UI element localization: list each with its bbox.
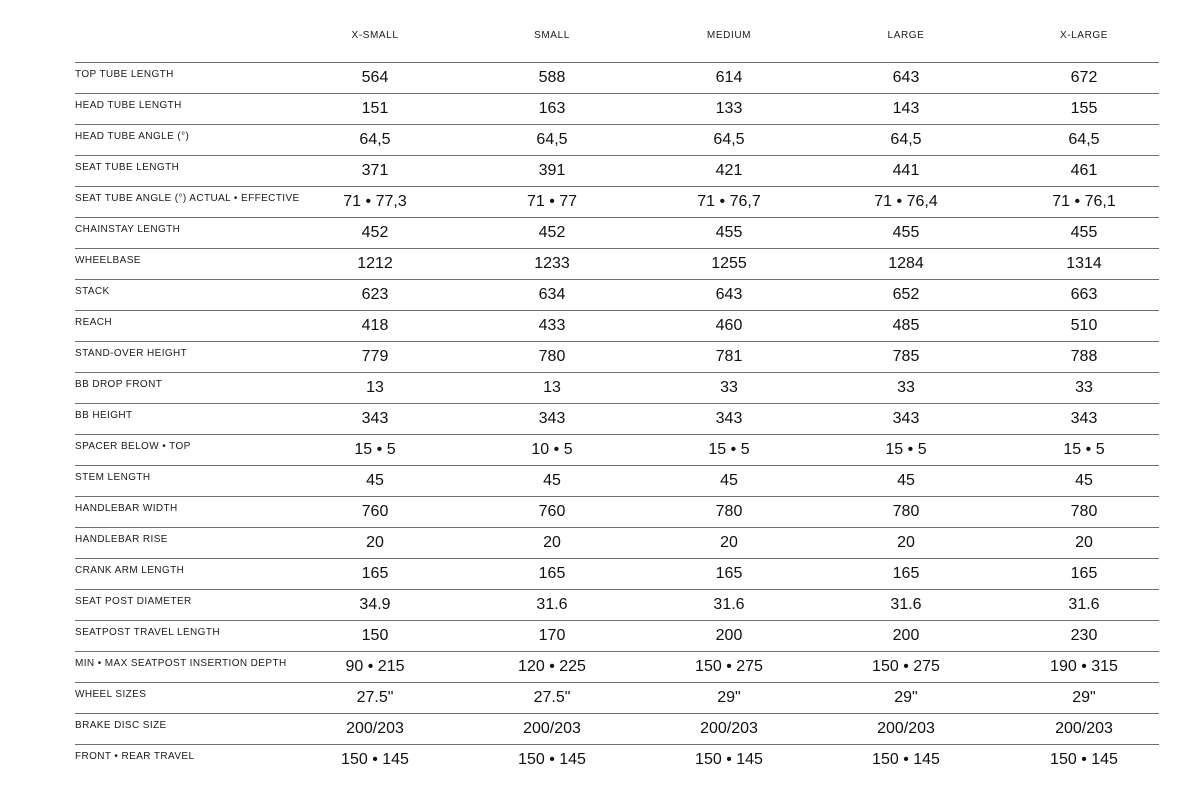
- row-label: CHAINSTAY LENGTH: [75, 224, 181, 235]
- cell-x-large: 71 • 76,1: [1052, 193, 1116, 210]
- table-row: [75, 466, 1159, 497]
- cell-medium: 33: [720, 379, 738, 396]
- cell-medium: 200/203: [700, 720, 758, 737]
- cell-x-large: 150 • 145: [1050, 751, 1118, 768]
- row-label: CRANK ARM LENGTH: [75, 565, 185, 576]
- cell-large: 1284: [888, 255, 924, 272]
- cell-x-large: 31.6: [1068, 596, 1100, 613]
- cell-medium: 780: [715, 503, 743, 520]
- cell-large: 343: [892, 410, 920, 427]
- cell-medium: 1255: [711, 255, 747, 272]
- cell-x-large: 45: [1075, 472, 1093, 489]
- cell-x-small: 165: [361, 565, 389, 582]
- cell-large: 150 • 145: [872, 751, 940, 768]
- table-row: [75, 404, 1159, 435]
- geometry-rows: [75, 63, 1159, 775]
- cell-small: 634: [538, 286, 566, 303]
- row-label: HANDLEBAR RISE: [75, 534, 168, 545]
- cell-large: 29": [894, 689, 918, 706]
- table-row: [75, 590, 1159, 621]
- cell-x-small: 151: [361, 100, 389, 117]
- cell-large: 45: [897, 472, 915, 489]
- table-row: [75, 559, 1159, 590]
- cell-small: 120 • 225: [518, 658, 586, 675]
- row-label: SPACER BELOW • TOP: [75, 441, 191, 452]
- table-row: [75, 528, 1159, 559]
- cell-small: 780: [538, 348, 566, 365]
- size-header-small: SMALL: [534, 30, 570, 41]
- cell-x-large: 510: [1070, 317, 1098, 334]
- cell-medium: 64,5: [713, 131, 745, 148]
- cell-x-small: 20: [366, 534, 384, 551]
- cell-x-large: 64,5: [1068, 131, 1100, 148]
- size-header-row: [75, 0, 1159, 63]
- cell-x-large: 155: [1070, 100, 1098, 117]
- cell-small: 20: [543, 534, 561, 551]
- cell-small: 343: [538, 410, 566, 427]
- row-label: HANDLEBAR WIDTH: [75, 503, 178, 514]
- cell-small: 45: [543, 472, 561, 489]
- table-row: [75, 652, 1159, 683]
- cell-x-large: 663: [1070, 286, 1098, 303]
- cell-x-large: 29": [1072, 689, 1096, 706]
- table-row: [75, 714, 1159, 745]
- cell-x-small: 200/203: [346, 720, 404, 737]
- table-row: [75, 311, 1159, 342]
- cell-large: 780: [892, 503, 920, 520]
- table-row: [75, 280, 1159, 311]
- row-label: HEAD TUBE LENGTH: [75, 100, 182, 111]
- cell-x-small: 45: [366, 472, 384, 489]
- row-label: SEAT TUBE ANGLE (°) ACTUAL • EFFECTIVE: [75, 193, 300, 204]
- cell-x-small: 371: [361, 162, 389, 179]
- cell-x-large: 788: [1070, 348, 1098, 365]
- cell-small: 10 • 5: [531, 441, 573, 458]
- cell-medium: 133: [715, 100, 743, 117]
- cell-x-large: 780: [1070, 503, 1098, 520]
- cell-x-small: 13: [366, 379, 384, 396]
- cell-medium: 460: [715, 317, 743, 334]
- cell-x-small: 27.5": [356, 689, 394, 706]
- cell-x-small: 760: [361, 503, 389, 520]
- cell-large: 785: [892, 348, 920, 365]
- row-label: REACH: [75, 317, 113, 328]
- cell-medium: 200: [715, 627, 743, 644]
- row-label: SEATPOST TRAVEL LENGTH: [75, 627, 220, 638]
- cell-large: 200: [892, 627, 920, 644]
- cell-small: 31.6: [536, 596, 568, 613]
- table-row: [75, 435, 1159, 466]
- cell-small: 760: [538, 503, 566, 520]
- cell-small: 71 • 77: [526, 193, 578, 210]
- cell-large: 20: [897, 534, 915, 551]
- cell-large: 15 • 5: [885, 441, 927, 458]
- cell-x-small: 564: [361, 69, 389, 86]
- cell-large: 143: [892, 100, 920, 117]
- table-row: [75, 373, 1159, 404]
- cell-medium: 29": [717, 689, 741, 706]
- cell-x-large: 33: [1075, 379, 1093, 396]
- row-label: TOP TUBE LENGTH: [75, 69, 174, 80]
- table-row: [75, 745, 1159, 775]
- cell-x-small: 623: [361, 286, 389, 303]
- cell-medium: 343: [715, 410, 743, 427]
- cell-small: 452: [538, 224, 566, 241]
- table-row: [75, 94, 1159, 125]
- cell-medium: 455: [715, 224, 743, 241]
- cell-x-small: 64,5: [359, 131, 391, 148]
- cell-x-small: 418: [361, 317, 389, 334]
- cell-x-small: 90 • 215: [345, 658, 405, 675]
- cell-medium: 45: [720, 472, 738, 489]
- row-label: SEAT TUBE LENGTH: [75, 162, 180, 173]
- cell-small: 163: [538, 100, 566, 117]
- row-label: STAND-OVER HEIGHT: [75, 348, 188, 359]
- cell-large: 652: [892, 286, 920, 303]
- cell-small: 27.5": [533, 689, 571, 706]
- cell-large: 200/203: [877, 720, 935, 737]
- row-label: SEAT POST DIAMETER: [75, 596, 192, 607]
- table-row: [75, 156, 1159, 187]
- cell-medium: 15 • 5: [708, 441, 750, 458]
- cell-x-large: 20: [1075, 534, 1093, 551]
- cell-small: 391: [538, 162, 566, 179]
- row-label: HEAD TUBE ANGLE (°): [75, 131, 190, 142]
- cell-x-large: 455: [1070, 224, 1098, 241]
- cell-large: 165: [892, 565, 920, 582]
- row-label: WHEEL SIZES: [75, 689, 147, 700]
- row-label: BB DROP FRONT: [75, 379, 163, 390]
- size-header-x-small: X-SMALL: [351, 30, 399, 41]
- cell-medium: 165: [715, 565, 743, 582]
- table-row: [75, 187, 1159, 218]
- cell-large: 150 • 275: [872, 658, 940, 675]
- cell-large: 455: [892, 224, 920, 241]
- cell-large: 71 • 76,4: [874, 193, 938, 210]
- cell-x-small: 150: [361, 627, 389, 644]
- cell-medium: 614: [715, 69, 743, 86]
- cell-small: 433: [538, 317, 566, 334]
- cell-medium: 150 • 145: [695, 751, 763, 768]
- cell-small: 200/203: [523, 720, 581, 737]
- size-header-medium: MEDIUM: [706, 30, 752, 41]
- cell-x-large: 200/203: [1055, 720, 1113, 737]
- cell-x-large: 165: [1070, 565, 1098, 582]
- cell-medium: 421: [715, 162, 743, 179]
- cell-small: 165: [538, 565, 566, 582]
- cell-small: 1233: [534, 255, 570, 272]
- cell-large: 33: [897, 379, 915, 396]
- row-label: STEM LENGTH: [75, 472, 151, 483]
- table-row: [75, 621, 1159, 652]
- cell-x-large: 190 • 315: [1050, 658, 1118, 675]
- cell-medium: 20: [720, 534, 738, 551]
- cell-large: 441: [892, 162, 920, 179]
- row-label: WHEELBASE: [75, 255, 141, 266]
- row-label: BB HEIGHT: [75, 410, 133, 421]
- cell-large: 64,5: [890, 131, 922, 148]
- cell-x-large: 672: [1070, 69, 1098, 86]
- cell-small: 64,5: [536, 131, 568, 148]
- cell-small: 170: [538, 627, 566, 644]
- cell-medium: 781: [715, 348, 743, 365]
- cell-x-small: 452: [361, 224, 389, 241]
- size-header-large: LARGE: [887, 30, 925, 41]
- cell-medium: 71 • 76,7: [697, 193, 761, 210]
- cell-x-small: 779: [361, 348, 389, 365]
- cell-large: 31.6: [890, 596, 922, 613]
- table-row: [75, 249, 1159, 280]
- row-label: STACK: [75, 286, 110, 297]
- row-label: MIN • MAX SEATPOST INSERTION DEPTH: [75, 658, 287, 669]
- cell-x-large: 1314: [1066, 255, 1102, 272]
- cell-large: 643: [892, 69, 920, 86]
- cell-large: 485: [892, 317, 920, 334]
- cell-x-large: 15 • 5: [1063, 441, 1105, 458]
- cell-x-small: 1212: [357, 255, 393, 272]
- cell-x-small: 15 • 5: [354, 441, 396, 458]
- cell-medium: 643: [715, 286, 743, 303]
- table-row: [75, 63, 1159, 94]
- cell-x-small: 34.9: [359, 596, 391, 613]
- row-label: BRAKE DISC SIZE: [75, 720, 167, 731]
- table-row: [75, 218, 1159, 249]
- cell-medium: 31.6: [713, 596, 745, 613]
- table-row: [75, 125, 1159, 156]
- cell-x-small: 150 • 145: [341, 751, 409, 768]
- cell-x-small: 343: [361, 410, 389, 427]
- cell-small: 150 • 145: [518, 751, 586, 768]
- cell-x-small: 71 • 77,3: [343, 193, 407, 210]
- table-row: [75, 497, 1159, 528]
- table-row: [75, 342, 1159, 373]
- cell-small: 588: [538, 69, 566, 86]
- cell-x-large: 461: [1070, 162, 1098, 179]
- table-row: [75, 683, 1159, 714]
- row-label: FRONT • REAR TRAVEL: [75, 751, 195, 762]
- geometry-table: [75, 0, 1159, 775]
- cell-x-large: 343: [1070, 410, 1098, 427]
- cell-x-large: 230: [1070, 627, 1098, 644]
- size-header-x-large: X-LARGE: [1059, 30, 1109, 41]
- cell-small: 13: [543, 379, 561, 396]
- cell-medium: 150 • 275: [695, 658, 763, 675]
